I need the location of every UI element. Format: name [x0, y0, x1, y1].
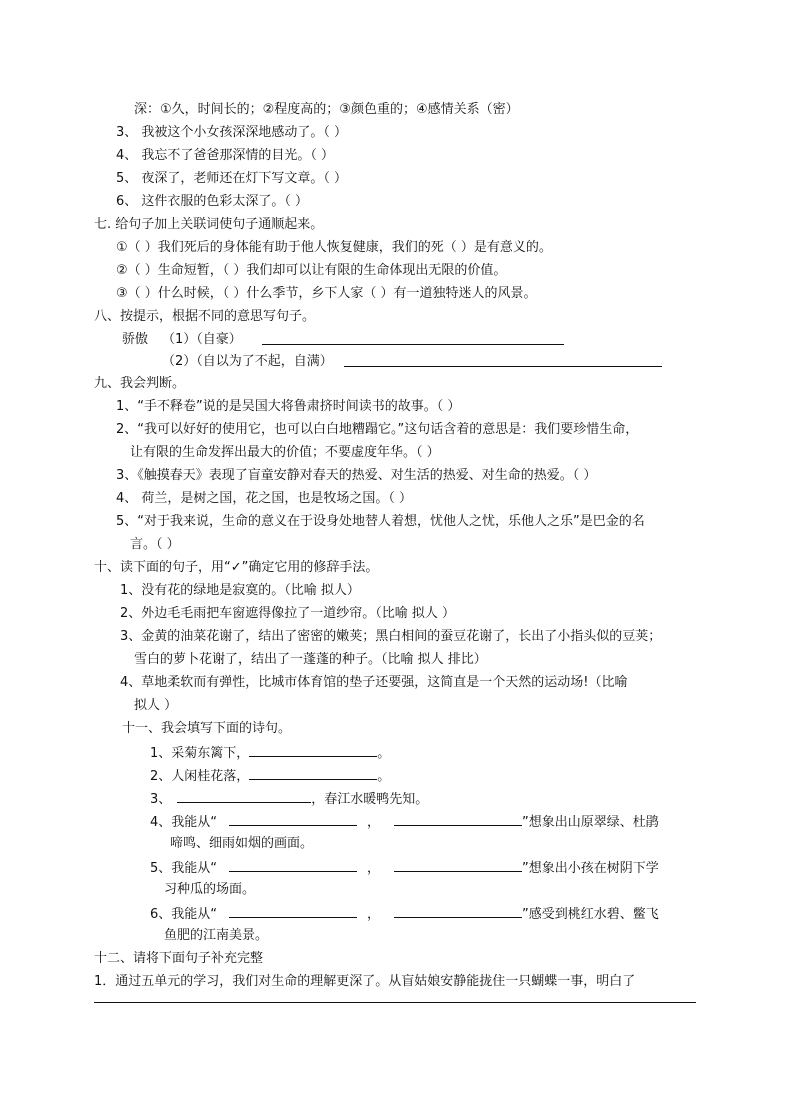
poem-prompt: 6、我能从“ [150, 907, 218, 922]
section-title: 九、我会判断。 [94, 376, 186, 391]
section-title: 十二、请将下面句子补充完整 [94, 951, 264, 966]
question-item: 5、“对于我来说，生命的意义在于设身处地替人着想，忧他人之忧，乐他人之乐”是巴金的名 [116, 514, 645, 529]
question-item: 4、 我忘不了爸爸那深情的目光。（ ） [116, 148, 335, 163]
definition-line: 深：①久，时间长的；②程度高的；③颜色重的；④感情关系（密） [134, 102, 519, 117]
question-item: 3、金黄的油菜花谢了，结出了密密的嫩荚；黑白相间的蚕豆花谢了，长出了小指头似的豆荚； [120, 629, 662, 644]
poem-blank[interactable] [229, 812, 357, 826]
question-item-cont: 拟人 ） [134, 698, 178, 713]
poem-blank[interactable] [249, 766, 377, 780]
poem-prompt: 1、采菊东篱下， [150, 746, 250, 761]
poem-prompt: 3、 [150, 792, 172, 807]
poem-item [150, 789, 428, 809]
question-item: 5、 夜深了，老师还在灯下写文章。（ ） [116, 171, 348, 186]
poem-item [150, 743, 390, 763]
question-item-cont: 让有限的生命发挥出最大的价值；不要虚度年华。（ ） [130, 445, 440, 460]
poem-blank[interactable] [394, 858, 522, 872]
poem-item-cont: 啼鸣、细雨如烟的画面。 [170, 836, 314, 851]
section-title: 十、读下面的句子，用“✓”确定它用的修辞手法。 [94, 560, 379, 575]
poem-prompt: 5、我能从“ [150, 861, 218, 876]
poem-text: ”想象出小孩在树阴下学 [522, 861, 659, 876]
poem-text: ”想象出山原翠绿、杜鹃 [522, 815, 659, 830]
question-item: 2、外边毛毛雨把车窗遮得像拉了一道纱帘。（比喻 拟人 ） [120, 606, 456, 621]
question-item: 4、草地柔软而有弹性，比城市体育馆的垫子还要强，这简直是一个天然的运动场!（比喻 [120, 675, 628, 690]
question-item: 4、 荷兰，是树之国，花之国，也是牧场之国。（ ） [116, 491, 413, 506]
poem-blank[interactable] [249, 743, 377, 757]
section-title: 十一、我会填写下面的诗句。 [122, 721, 292, 736]
question-item: 1、没有花的绿地是寂寞的。（比喻 拟人） [120, 583, 360, 598]
punct: ， [367, 815, 381, 830]
question-item: 2、“我可以好好的使用它，也可以白白地糟蹋它。”这句话含着的意思是：我们要珍惜生命， [116, 422, 639, 437]
prompt-label: （1）（自豪） [162, 332, 242, 347]
question-item: 3、《触摸春天》表现了盲童安静对春天的热爱、对生活的热爱、对生命的热爱。（ ） [116, 468, 597, 483]
question-item-cont: 雪白的萝卜花谢了，结出了一蓬蓬的种子。（比喻 拟人 排比） [134, 652, 487, 667]
poem-text: ”感受到桃红水碧、鳖飞 [522, 907, 659, 922]
poem-text: ，春江水暖鸭先知。 [311, 792, 429, 807]
question-item: 6、 这件衣服的色彩太深了。（ ） [116, 194, 309, 209]
keyword: 骄傲 [122, 332, 149, 347]
poem-prompt: 2、人闲桂花落， [150, 769, 250, 784]
poem-item [150, 812, 659, 832]
punct: 。 [377, 746, 391, 761]
poem-blank[interactable] [177, 789, 311, 803]
punct: ， [367, 907, 381, 922]
question-item-cont: 言。（ ） [130, 537, 180, 552]
section-title: 八、按提示，根据不同的意思写句子。 [94, 309, 316, 324]
poem-blank[interactable] [229, 858, 357, 872]
question-item: ②（ ）生命短暂，（ ）我们却可以让有限的生命体现出无限的价值。 [116, 263, 507, 278]
poem-blank[interactable] [394, 812, 522, 826]
answer-line[interactable] [94, 1002, 696, 1003]
question-item: ①（ ）我们死后的身体能有助于他人恢复健康，我们的死（ ）是有意义的。 [116, 240, 552, 255]
poem-item [150, 766, 390, 786]
poem-item [150, 904, 659, 924]
poem-blank[interactable] [229, 904, 357, 918]
prompt-label: （2）（自以为了不起，自满） [162, 354, 333, 369]
question-item: 1．通过五单元的学习，我们对生命的理解更深了。从盲姑娘安静能拢住一只蝴蝶一事，明白了 [94, 974, 636, 989]
question-item: 3、 我被这个小女孩深深地感动了。（ ） [116, 125, 348, 140]
question-item: 1、“手不释卷”说的是吴国大将鲁肃挤时间读书的故事。（ ） [116, 399, 461, 414]
poem-blank[interactable] [394, 904, 522, 918]
section-title: 七. 给句子加上关联词使句子通顺起来。 [94, 217, 324, 232]
answer-line[interactable] [344, 366, 662, 367]
punct: ， [367, 861, 381, 876]
poem-item [150, 858, 659, 878]
poem-item-cont: 习种瓜的场面。 [164, 882, 256, 897]
question-item: ③（ ）什么时候，（ ）什么季节，乡下人家（ ）有一道独特迷人的风景。 [116, 286, 537, 301]
poem-item-cont: 鱼肥的江南美景。 [164, 928, 269, 943]
poem-prompt: 4、我能从“ [150, 815, 218, 830]
answer-line[interactable] [262, 344, 564, 345]
punct: 。 [377, 769, 391, 784]
